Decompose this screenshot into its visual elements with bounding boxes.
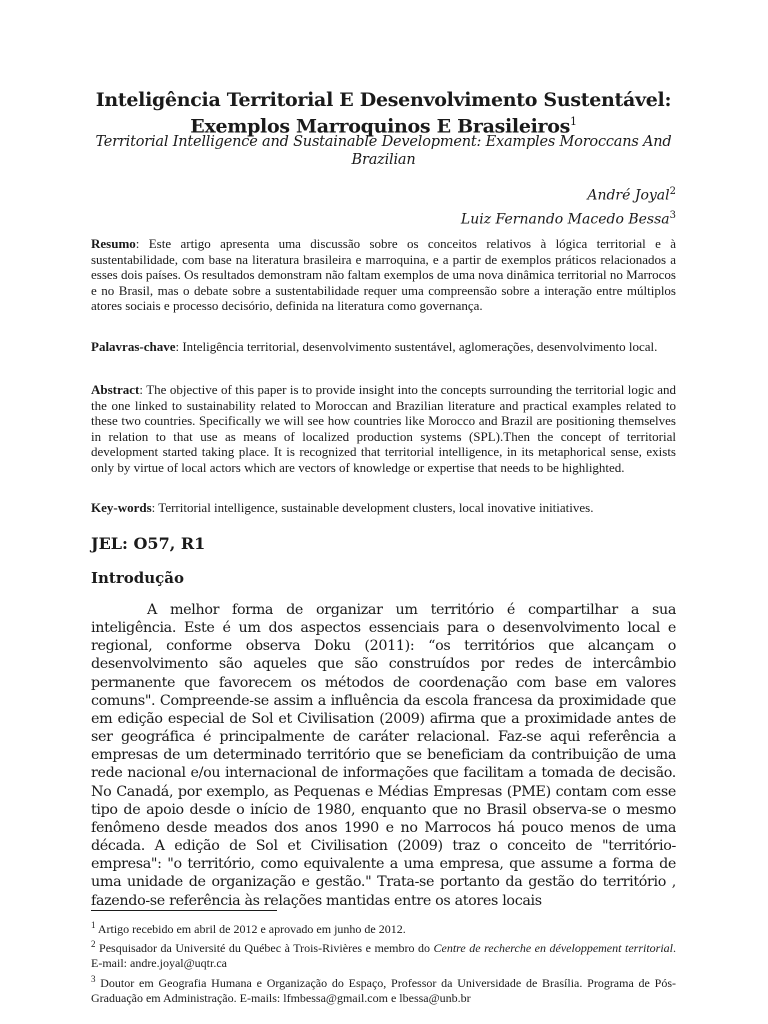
abstract-label: Abstract	[91, 382, 140, 397]
title-line-1: Inteligência Territorial E Desenvolvimento Sustentável:	[95, 89, 672, 111]
palavras-chave-label: Palavras-chave	[91, 339, 176, 354]
author-1-name: André Joyal	[587, 187, 670, 204]
jel-codes: JEL: O57, R1	[91, 534, 206, 553]
footnote-2-mark: 2	[91, 939, 96, 950]
intro-paragraph: A melhor forma de organizar um território é compartilhar a sua inteligência. Este é um dos aspectos essenciais para o desenvolvimento local e regional, conforme observa Doku (2011): “os territórios que alcançam o desenvolvimento são aqueles que são construídos por redes de intercâmbio permanente que favorecem os métodos de coordenação com base em valores comuns". Compreende-se assim a influência da escola francesa da proximidade que em edição especial de Sol et Civilisation (2009) afirma que a proximidade antes de ser geográfica é principalmente de caráter relacional. Faz-se aqui referência a empresas de um determinado território que se beneficiam da contribuição de uma rede nacional e/ou internacional de informações que facilitam a tomada de decisão. No Canadá, por exemplo, as Pequenas e Médias Empresas (PME) contam com esse tipo de apoio desde o início de 1980, enquanto que no Brasil observa-se o mesmo fenômeno desde meados dos anos 1990 e no Marrocos há pouco menos de uma década. A edição de Sol et Civilisation (2009) traz o conceito de "território-empresa": "o território, como equivalente a uma empresa, que assume a forma de uma unidade de organização e gestão." Trata-se portanto da gestão do território , fazendo-se referência às relações mantidas entre os atores locais	[91, 602, 676, 909]
author-list	[461, 182, 676, 229]
footnote-2-text-before: Pesquisador da Université du Québec à Trois-Rivières e membro do	[95, 941, 434, 956]
title-footnote-mark[interactable]: 1	[570, 115, 577, 128]
resumo-paragraph	[91, 236, 676, 314]
footnote-2	[91, 937, 676, 971]
footnote-1-text: Artigo recebido em abril de 2012 e aprovado em junho de 2012.	[95, 922, 406, 936]
keywords-paragraph	[91, 500, 676, 516]
author-1	[461, 182, 676, 206]
title-line-2-text: Exemplos Marroquinos E Brasileiros	[190, 115, 571, 138]
author-2-name: Luiz Fernando Macedo Bessa	[460, 211, 670, 228]
abstract-text: : The objective of this paper is to provide insight into the concepts surrounding the territorial logic and the one linked to sustainability related to Moroccan and Brazilian literature and practical examples related to these two countries. Specifically we will see how countries like Morocco and Brazil are positioning themselves in relation to that use as means of localized production systems (SPL).Then the concept of territorial development started taking place. It is recognized that territorial intelligence, in its metaphorical sense, exists only by virtue of local actors which are vectors of knowledge or expertise that needs to be highlighted.	[91, 382, 676, 475]
footnote-2-text-after: . E-mail: andre.joyal@uqtr.ca	[91, 941, 676, 971]
resumo-text: : Este artigo apresenta uma discussão sobre os conceitos relativos à lógica territorial e à sustentabilidade, com base na literatura brasileira e marroquina, e a partir de exemplos práticos relacionados a esses dois países. Os resultados demonstram não faltam exemplos de uma nova dinâmica territorial no Marrocos e no Brasil, mas o debate sobre a sustentabilidade requer uma compreensão sobre a interação entre múltiplos atores sociais e processo decisório, definida na literatura como governança.	[91, 236, 676, 314]
section-heading-introducao: Introdução	[91, 569, 185, 587]
keywords-label: Key-words	[91, 500, 152, 515]
footnote-3-mark: 3	[91, 973, 96, 984]
author-2	[461, 206, 676, 230]
footnotes	[91, 918, 676, 1006]
resumo-label: Resumo	[91, 236, 136, 251]
palavras-chave-paragraph	[91, 339, 676, 355]
footnote-2-italic: Centre de recherche en développement territorial	[433, 941, 673, 956]
footnote-1-mark: 1	[91, 920, 96, 930]
paper-title	[91, 90, 676, 137]
keywords-text: : Territorial intelligence, sustainable development clusters, local inovative initiatives.	[151, 500, 594, 515]
palavras-chave-text: : Inteligência territorial, desenvolvimento sustentável, aglomerações, desenvolvimento local.	[175, 339, 658, 354]
footnote-3-text: Doutor em Geografia Humana e Organização do Espaço, Professor da Universidade de Brasília. Programa de Pós-Graduação em Administração. E-mails: lfmbessa@gmail.com e lbessa@unb.br	[91, 975, 676, 1005]
author-1-note[interactable]: 2	[669, 186, 676, 197]
english-subtitle: Territorial Intelligence and Sustainable Development: Examples Moroccans And Brazilian	[95, 134, 672, 168]
abstract-paragraph	[91, 382, 676, 476]
author-2-note[interactable]: 3	[669, 209, 676, 221]
footnote-3	[91, 972, 676, 1006]
footnote-divider	[91, 910, 277, 911]
footnote-1	[91, 918, 676, 937]
